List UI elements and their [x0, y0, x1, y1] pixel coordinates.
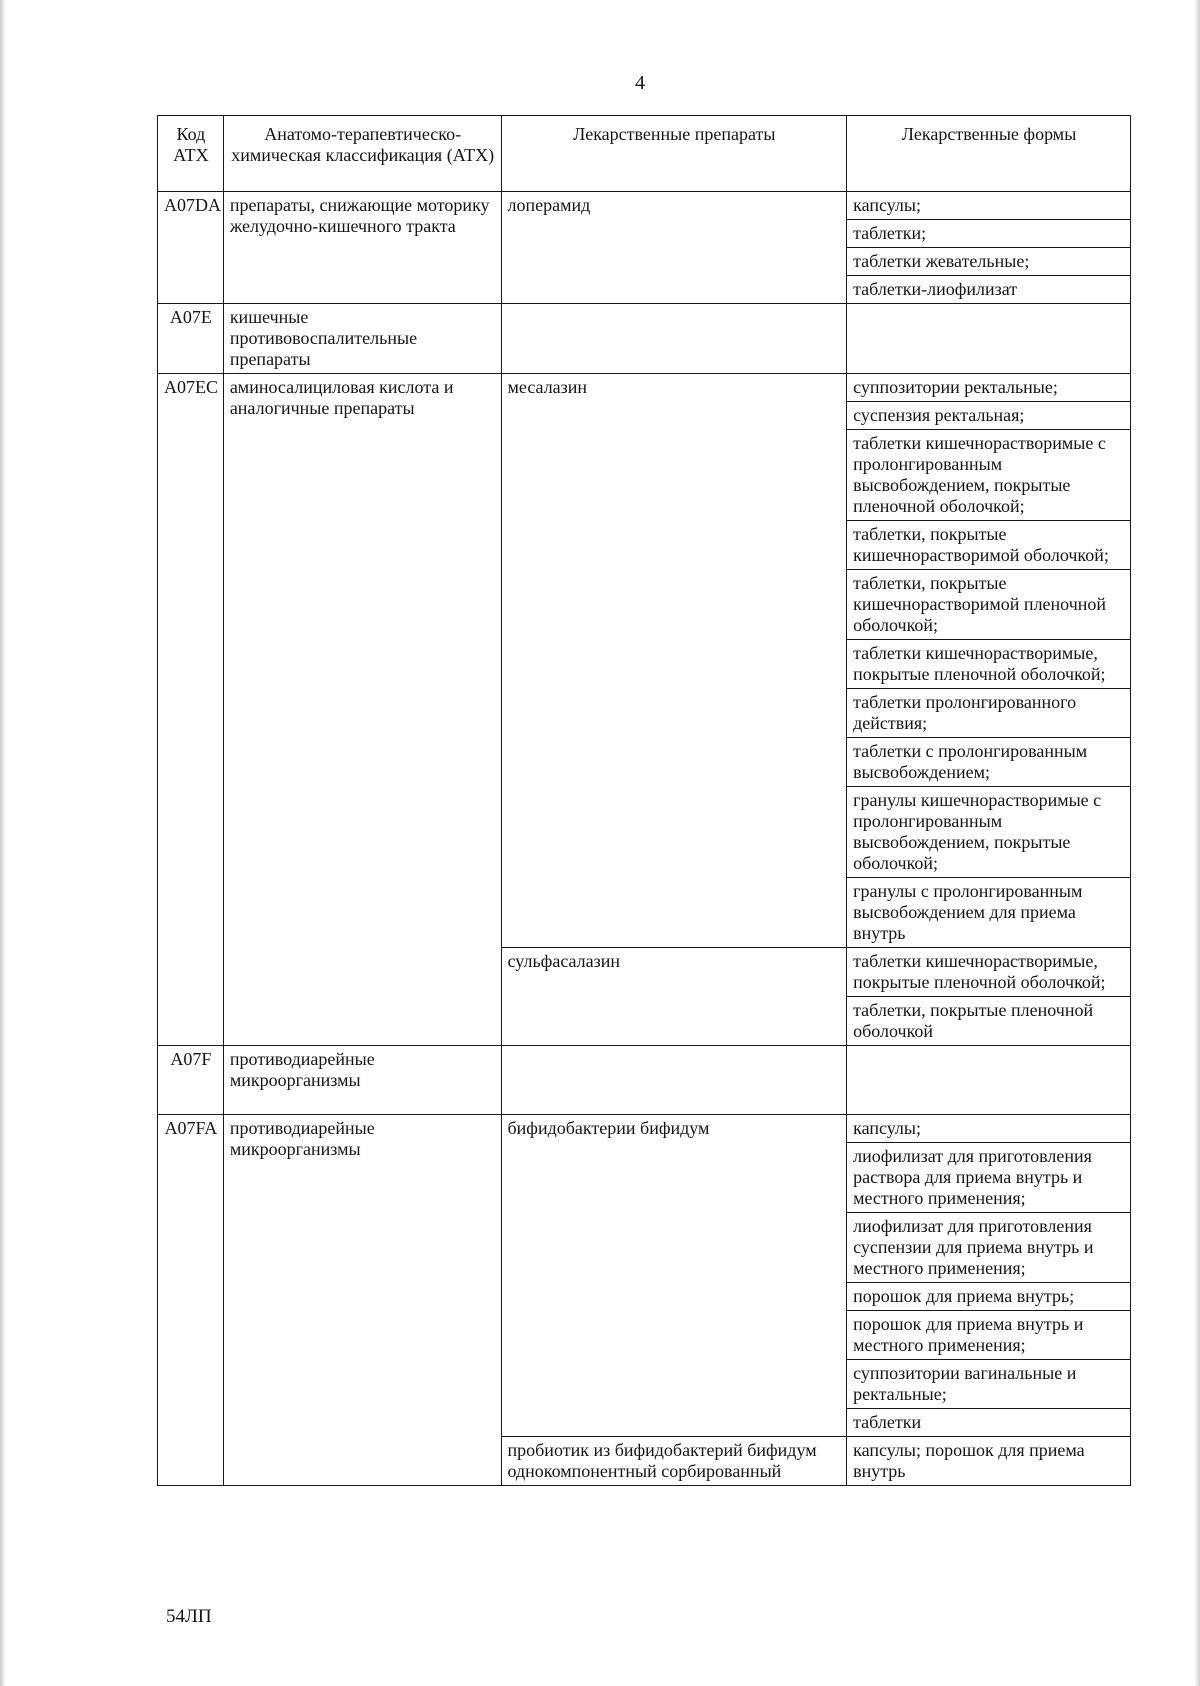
- dosage-form: таблетки с пролонгированным высвобождением;: [847, 738, 1131, 787]
- atx-classification: противодиарейные микроорганизмы: [223, 1115, 501, 1486]
- scan-edge-right: [1194, 0, 1200, 1686]
- dosage-form: суппозитории вагинальные и ректальные;: [847, 1360, 1131, 1409]
- atx-code: A07FA: [158, 1115, 224, 1486]
- atx-table: [157, 115, 1131, 1486]
- dosage-form: гранулы кишечнорастворимые с пролонгированным высвобождением, покрытые оболочкой;: [847, 787, 1131, 878]
- drug-name: лоперамид: [501, 192, 847, 304]
- atx-table-body: [158, 192, 1131, 1486]
- atx-code: A07EC: [158, 374, 224, 1046]
- drug-name: бифидобактерии бифидум: [501, 1115, 847, 1437]
- dosage-form: порошок для приема внутрь;: [847, 1283, 1131, 1311]
- drug-cell-empty: [501, 304, 847, 374]
- form-cell-empty: [847, 1046, 1131, 1115]
- table-row: [158, 1046, 1131, 1115]
- dosage-form: таблетки кишечнорастворимые с пролонгированным высвобождением, покрытые пленочной оболочкой;: [847, 430, 1131, 521]
- dosage-form: таблетки пролонгированного действия;: [847, 689, 1131, 738]
- dosage-form: таблетки-лиофилизат: [847, 276, 1131, 304]
- table-row: [158, 374, 1131, 402]
- dosage-form: таблетки, покрытые кишечнорастворимой оболочкой;: [847, 521, 1131, 570]
- scan-edge-left: [0, 0, 6, 1686]
- atx-code: A07E: [158, 304, 224, 374]
- document-code: 54ЛП: [166, 1606, 212, 1627]
- header-code: Код АТХ: [158, 116, 224, 192]
- header-drugs: Лекарственные препараты: [501, 116, 847, 192]
- table-row: [158, 304, 1131, 374]
- table-row: [158, 192, 1131, 220]
- dosage-form: таблетки кишечнорастворимые, покрытые пленочной оболочкой;: [847, 948, 1131, 997]
- table-row: [158, 1115, 1131, 1143]
- atx-classification: кишечные противовоспалительные препараты: [223, 304, 501, 374]
- dosage-form: капсулы;: [847, 1115, 1131, 1143]
- dosage-form: таблетки, покрытые кишечнорастворимой пленочной оболочкой;: [847, 570, 1131, 640]
- atx-classification: аминосалициловая кислота и аналогичные препараты: [223, 374, 501, 1046]
- dosage-form: порошок для приема внутрь и местного применения;: [847, 1311, 1131, 1360]
- dosage-form: гранулы с пролонгированным высвобождением для приема внутрь: [847, 878, 1131, 948]
- dosage-form: суспензия ректальная;: [847, 402, 1131, 430]
- atx-table-header: [158, 116, 1131, 192]
- header-classification: Анатомо-терапевтическо-химическая классификация (АТХ): [223, 116, 501, 192]
- drug-cell-empty: [501, 1046, 847, 1115]
- drug-name: сульфасалазин: [501, 948, 847, 1046]
- dosage-form: таблетки жевательные;: [847, 248, 1131, 276]
- page-number: 4: [635, 72, 645, 94]
- header-forms: Лекарственные формы: [847, 116, 1131, 192]
- dosage-form: таблетки, покрытые пленочной оболочкой: [847, 997, 1131, 1046]
- dosage-form: таблетки;: [847, 220, 1131, 248]
- atx-code: A07F: [158, 1046, 224, 1115]
- form-cell-empty: [847, 304, 1131, 374]
- header-row: [158, 116, 1131, 192]
- drug-name: месалазин: [501, 374, 847, 948]
- atx-classification: препараты, снижающие моторику желудочно-кишечного тракта: [223, 192, 501, 304]
- dosage-form: капсулы;: [847, 192, 1131, 220]
- atx-code: A07DA: [158, 192, 224, 304]
- drug-name: пробиотик из бифидобактерий бифидум однокомпонентный сорбированный: [501, 1437, 847, 1486]
- dosage-form: суппозитории ректальные;: [847, 374, 1131, 402]
- dosage-form: капсулы; порошок для приема внутрь: [847, 1437, 1131, 1486]
- dosage-form: лиофилизат для приготовления суспензии для приема внутрь и местного применения;: [847, 1213, 1131, 1283]
- dosage-form: лиофилизат для приготовления раствора для приема внутрь и местного применения;: [847, 1143, 1131, 1213]
- dosage-form: таблетки: [847, 1409, 1131, 1437]
- dosage-form: таблетки кишечнорастворимые, покрытые пленочной оболочкой;: [847, 640, 1131, 689]
- atx-classification: противодиарейные микроорганизмы: [223, 1046, 501, 1115]
